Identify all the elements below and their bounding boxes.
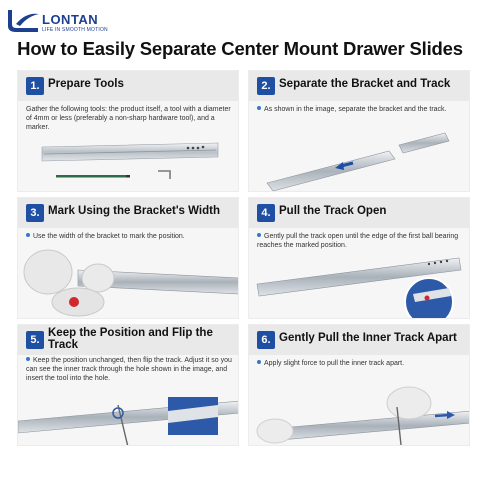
brand-tagline: LIFE IN SMOOTH MOTION [42, 27, 108, 33]
step-1-number: 1. [26, 77, 44, 95]
slide-rail-image [42, 143, 218, 161]
step-5-illustration [18, 325, 239, 446]
hex-tool-image [158, 171, 170, 179]
step-4-illustration [249, 198, 470, 319]
step-3-illustration [18, 198, 239, 319]
step-1-panel [17, 70, 239, 192]
step-1-illustration [18, 71, 239, 192]
flipped-track-image [18, 397, 239, 446]
step-6-number: 6. [257, 331, 275, 349]
page-title: How to Easily Separate Center Mount Drawer Slides [17, 38, 463, 59]
step-1-description: Gather the following tools: the product itself, a tool with a diameter of 4mm or less (preferably a non-sharp hardware tool), and a marker. [26, 106, 231, 131]
step-5-number: 5. [26, 331, 44, 349]
step-6-illustration [249, 325, 470, 446]
step-2-description: As shown in the image, separate the bracket and the track. [257, 105, 447, 114]
step-3-panel [17, 197, 239, 319]
step-6-description: Apply slight force to pull the inner track apart. [257, 359, 463, 368]
step-6-panel [248, 324, 470, 446]
step-4-panel [248, 197, 470, 319]
rail-separated-image [267, 133, 449, 191]
step-2-title: Separate the Bracket and Track [279, 78, 451, 90]
step-3-number: 3. [26, 204, 44, 222]
step-5-panel [17, 324, 239, 446]
step-2-number: 2. [257, 77, 275, 95]
step-1-title: Prepare Tools [48, 78, 124, 90]
track-pulled-open-image [257, 258, 461, 319]
step-3-description: Use the width of the bracket to mark the position. [26, 232, 232, 241]
step-4-title: Pull the Track Open [279, 205, 387, 217]
pulling-inner-track-image [257, 387, 470, 445]
step-2-panel [248, 70, 470, 192]
brand-logo [6, 6, 156, 38]
step-6-title: Gently Pull the Inner Track Apart [279, 332, 457, 344]
step-4-number: 4. [257, 204, 275, 222]
step-4-description: Gently pull the track open until the edge of the first ball bearing reaches the marked position. [257, 233, 459, 249]
step-3-title: Mark Using the Bracket's Width [48, 205, 220, 217]
step-5-title: Keep the Position and Flip the Track [48, 327, 213, 351]
brand-name: LONTAN [42, 12, 99, 27]
step-5-description: Keep the position unchanged, then flip the track. Adjust it so you can see the inner track through the hole shown in the image, and insert the tool into the hole. [26, 357, 232, 382]
step-2-illustration [249, 71, 470, 192]
marker-image [56, 175, 130, 178]
hands-marking-image [24, 250, 239, 316]
logo-swoosh-icon [6, 8, 40, 34]
